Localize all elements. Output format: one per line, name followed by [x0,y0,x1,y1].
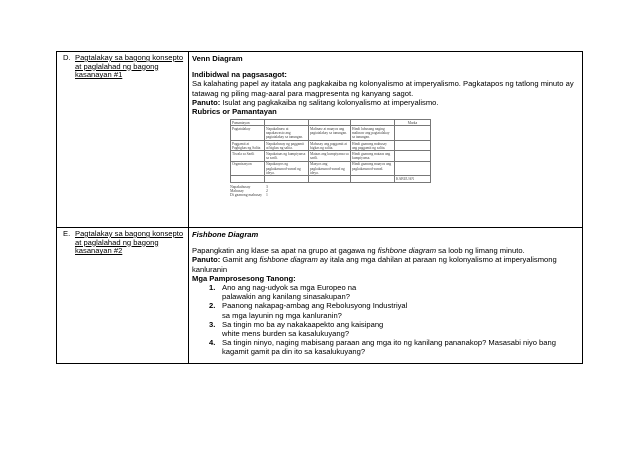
table-row [57,52,583,228]
questions-label: Mga Pamprosesong Tanong: [192,273,296,283]
rubric-cell: Maayos ang pagkakasunod-sunod ng ideya. [309,161,351,176]
rubric-cell: Hindi gaanong mahusay ang paggamit ng salita. [351,141,395,151]
intro-text: Papangkatin ang klase sa apat na grupo at gagawa ng [192,246,378,256]
rubric-row [231,151,431,161]
questions-list [192,283,579,357]
panuto-text: Gamit ang [220,255,260,265]
question-text: Paanong nakapag-ambag ang Rebolusyong Industriyal sa mga layunin ng mga kanluranin? [222,301,408,320]
rubric-row [231,126,431,141]
section-description: Sa kalahating papel ay itatala ang pagkakaiba ng kolonyalismo at imperyalismo. Pagkatapos ng tatlong minuto ay tatawag ng piling mag-aaral para magpresenta ng kanyang sagot. [192,79,574,98]
rubric-image [230,119,450,222]
panuto-line [192,255,579,273]
scale-label: Mahusay [230,189,244,194]
rubrics-label: Rubrics or Pamantayan [192,107,277,117]
question-number: 1. [209,283,216,293]
section-subtitle: Indibidwal na pagsasagot: [192,70,287,80]
rubric-header: Marka [395,120,431,126]
list-item [192,338,579,356]
scale-value: 1 [266,193,268,198]
rubric-row [231,176,431,182]
rubric-cell: Hindi lubusang naging malinaw ang pagtatalakay sa tanungan. [351,126,395,141]
rubric-cell: Napakataas ng kumpiyansa sa sarili. [265,151,309,161]
list-item [192,283,579,301]
question-number: 3. [209,319,216,329]
rubric-row [231,161,431,176]
rubric-cell: Napakahusay ng paggamit at bigkas ng salita. [265,141,309,151]
rubric-cell [309,176,351,182]
question-number: 4. [209,338,216,348]
row-label: Pagtalakay sa bagong konsepto at paglalahad ng bagong kasanayan #2 [75,229,184,256]
panuto-line [192,98,579,107]
panuto-text: Isulat ang pagkakaiba ng salitang kolonyalismo at imperyalismo. [222,97,439,107]
row-letter: D. [63,53,71,62]
panuto-emphasis: fishbone diagram [259,255,318,265]
scale-value: 3 [266,184,268,189]
panuto-text-end: ay itala ang mga dahilan at paraan ng kolonyalismo at imperyalismong kanluranin [192,255,557,274]
row-letter: E. [63,229,71,238]
rubric-cell: Hindi gaanong maayos ang pagkakasunod-sunod. [351,161,395,176]
section-title: Fishbone Diagram [192,230,259,239]
rubric-cell [395,126,431,141]
intro-text-end: sa loob ng limang minuto. [436,246,525,256]
question-text: Sa tingin ninyo, naging mabisang paraan ang mga ito ng kanilang pananakop? Masasabi niyo bang kagamit gamit pa din ito sa kasalukuyang? [222,338,556,357]
rubric-cell [265,176,309,182]
table-row [57,228,583,364]
rubric-row [231,141,431,151]
rubric-scale [230,185,450,198]
row-label-cell [57,228,189,364]
rubric-cell [351,176,395,182]
rubric-cell [395,151,431,161]
scale-value: 2 [266,189,268,194]
rubric-table [230,119,431,182]
rubric-cell: Tiwala sa Sarili [231,151,265,161]
list-item [192,301,579,319]
section-title: Venn Diagram [192,54,243,63]
row-content-cell [189,52,583,228]
rubric-cell: Mahusay ang paggamit at bigkas ng salita. [309,141,351,151]
scale-item [230,193,450,197]
row-content-cell [189,228,583,364]
rubric-cell: Malinaw at maayos ang pagtatalakay sa tanungan. [309,126,351,141]
row-label-cell [57,52,189,228]
rubric-cell [395,161,431,176]
scale-label: Napakahusay [230,184,251,189]
rubric-cell: Napakalinaw at napakawasto ang pagtatalakay sa tanungan. [265,126,309,141]
question-text: Ano ang nag-udyok sa mga Europeo na palawakin ang kanilang sinasakupan? [222,283,357,302]
scale-label: Di gaanong mahusay [230,193,263,198]
section-intro [192,246,579,255]
rubric-cell: Pagtatalakay [231,126,265,141]
rubric-cell [395,141,431,151]
rubric-cell: Mataas ang kumpiyansa sa sarili. [310,151,349,161]
intro-emphasis: fishbone diagram [377,246,437,256]
rubric-cell: Paggamit at Pagbigkas ng Salita [231,141,265,151]
lesson-table [56,51,583,364]
panuto-label: Panuto: [192,255,221,265]
rubric-cell: Napakaayos ng pagkakasunod-sunod ng ideya. [265,161,309,176]
rubric-header: Pamantayan [231,120,265,126]
list-item [192,320,579,338]
rubric-cell [231,176,265,182]
rubric-cell: Hindi gaanong mataas ang kumpiyansa. [351,151,395,161]
rubric-cell: Organisasyon [231,161,265,176]
question-text: Sa tingin mo ba ay nakakaapekto ang kaisipang white mens burden sa kasalukuyang? [222,319,384,339]
rubric-cell: KABUUAN [395,176,431,182]
panuto-label: Panuto: [192,97,221,107]
question-number: 2. [209,301,216,311]
row-label: Pagtalakay sa bagong konsepto at paglalahad ng bagong kasanayan #1 [75,53,184,80]
